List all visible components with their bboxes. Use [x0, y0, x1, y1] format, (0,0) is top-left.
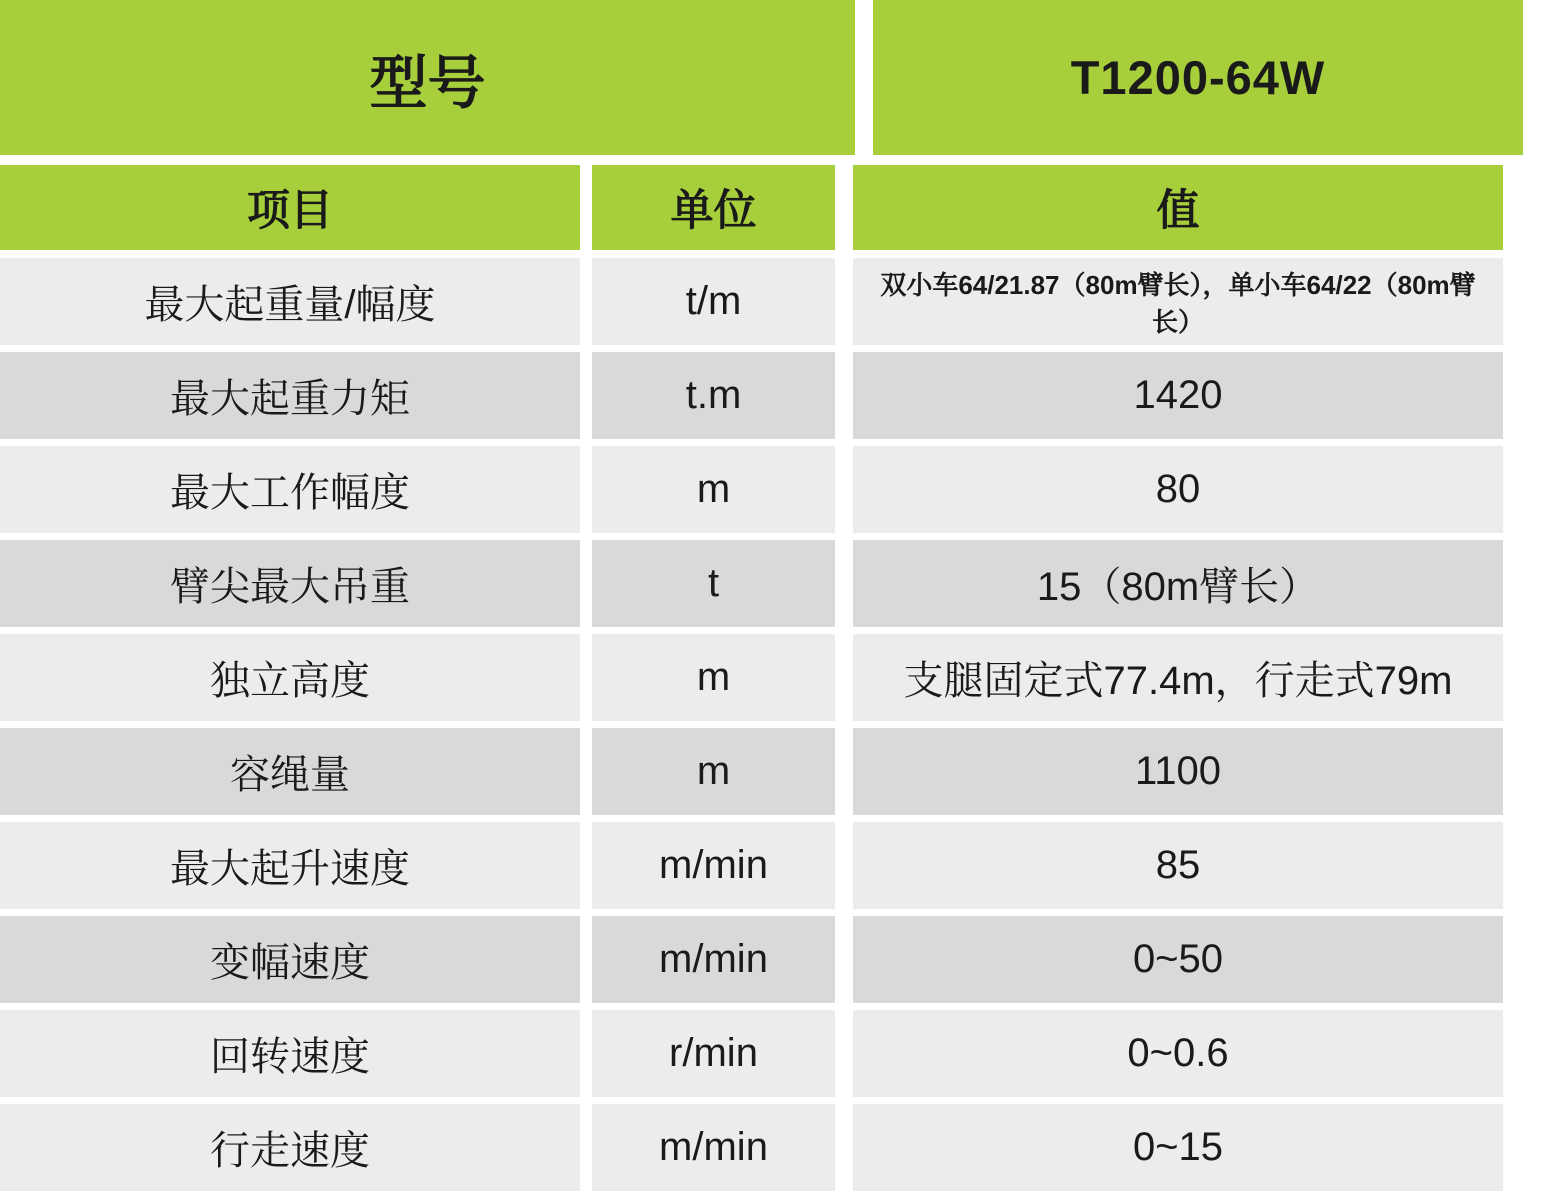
row-item-cell: 最大工作幅度: [0, 446, 580, 533]
row-unit-cell: m: [592, 446, 835, 533]
row-value-cell: 15（80m臂长）: [853, 540, 1503, 627]
table-row: [0, 916, 1563, 1003]
table-row: [0, 352, 1563, 439]
table-row: [0, 634, 1563, 721]
row-item-cell: 变幅速度: [0, 916, 580, 1003]
column-header-row: [0, 165, 1563, 250]
row-value-cell: 1420: [853, 352, 1503, 439]
model-label-cell: 型号: [0, 0, 855, 155]
table-row: [0, 822, 1563, 909]
table-row: [0, 1104, 1563, 1191]
row-value-cell: 80: [853, 446, 1503, 533]
row-item-cell: 最大起重量/幅度: [0, 258, 580, 345]
row-unit-cell: t.m: [592, 352, 835, 439]
row-unit-cell: m/min: [592, 1104, 835, 1191]
model-header-row: [0, 0, 1563, 155]
table-row: [0, 1010, 1563, 1097]
row-item-cell: 最大起升速度: [0, 822, 580, 909]
row-item-cell: 最大起重力矩: [0, 352, 580, 439]
column-header-value: 值: [853, 165, 1503, 250]
row-value-cell: 双小车64/21.87（80m臂长），单小车64/22（80m臂长）: [853, 258, 1503, 345]
row-item-cell: 行走速度: [0, 1104, 580, 1191]
table-row: [0, 446, 1563, 533]
table-row: [0, 258, 1563, 345]
row-unit-cell: m/min: [592, 822, 835, 909]
column-header-item: 项目: [0, 165, 580, 250]
row-unit-cell: t: [592, 540, 835, 627]
row-unit-cell: m/min: [592, 916, 835, 1003]
row-value-cell: 0~15: [853, 1104, 1503, 1191]
row-item-cell: 容绳量: [0, 728, 580, 815]
row-unit-cell: m: [592, 634, 835, 721]
row-unit-cell: t/m: [592, 258, 835, 345]
row-unit-cell: r/min: [592, 1010, 835, 1097]
row-item-cell: 独立高度: [0, 634, 580, 721]
model-value-cell: T1200-64W: [873, 0, 1523, 155]
row-item-cell: 回转速度: [0, 1010, 580, 1097]
row-value-cell: 0~50: [853, 916, 1503, 1003]
table-row: [0, 540, 1563, 627]
column-header-unit: 单位: [592, 165, 835, 250]
row-item-cell: 臂尖最大吊重: [0, 540, 580, 627]
table-row: [0, 728, 1563, 815]
row-value-cell: 85: [853, 822, 1503, 909]
row-value-cell: 支腿固定式77.4m，行走式79m: [853, 634, 1503, 721]
row-value-cell: 0~0.6: [853, 1010, 1503, 1097]
row-value-cell: 1100: [853, 728, 1503, 815]
row-unit-cell: m: [592, 728, 835, 815]
